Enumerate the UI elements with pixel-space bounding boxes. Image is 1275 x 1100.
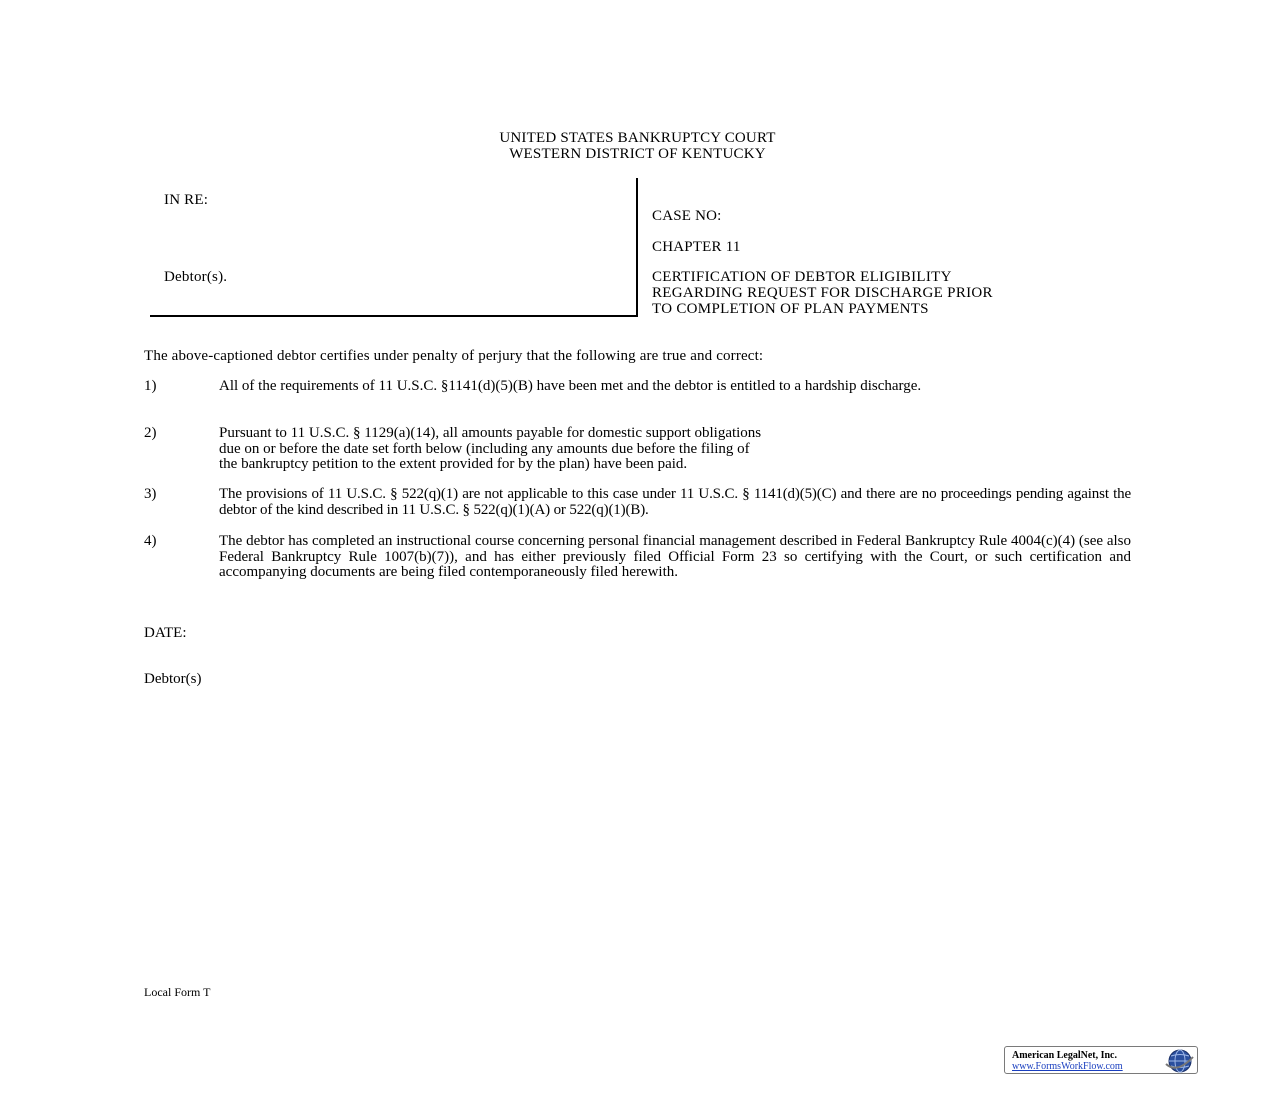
court-district: WESTERN DISTRICT OF KENTUCKY: [509, 145, 766, 162]
chapter-label: CHAPTER 11: [652, 239, 741, 255]
publisher-name: American LegalNet, Inc.: [1012, 1050, 1117, 1061]
item-text-line: due on or before the date set forth below (including any amounts due before the filing of: [219, 440, 750, 457]
item-number: 4): [144, 533, 157, 549]
caption-vertical-divider: [636, 178, 638, 316]
item-text: [219, 426, 1131, 473]
item-text: All of the requirements of 11 U.S.C. §1141(d)(5)(B) have been met and the debtor is entitled to a hardship discharge.: [219, 378, 922, 394]
caption-horizontal-divider: [150, 315, 638, 317]
certification-item: [144, 534, 1131, 581]
certification-item: [144, 426, 1131, 473]
court-name: UNITED STATES BANKRUPTCY COURT: [499, 130, 776, 146]
court-header: [0, 131, 1275, 162]
certification-item: [144, 379, 1131, 395]
in-re-label: IN RE:: [164, 192, 209, 208]
certification-title: [652, 269, 993, 317]
item-text: The debtor has completed an instructional course concerning personal financial management described in Federal Bankruptcy Rule 4004(c)(4) (see also Federal Bankruptcy Rule 1007(b)(7)), and has either previously filed Official Form 23 so certifying with the Court, or such certification and accompanying documents are being filed contemporaneously filed herewith.: [219, 533, 1131, 580]
certification-title-line: CERTIFICATION OF DEBTOR ELIGIBILITY: [652, 269, 952, 285]
item-number: 3): [144, 486, 157, 502]
form-identifier: Local Form T: [144, 985, 211, 999]
case-number-label: CASE NO:: [652, 208, 722, 224]
item-number: 1): [144, 378, 157, 394]
date-label: DATE:: [144, 625, 187, 641]
certification-intro: The above-captioned debtor certifies under penalty of perjury that the following are true and correct:: [144, 348, 764, 364]
debtor-signature-label: Debtor(s): [144, 671, 202, 687]
globe-icon: [1163, 1048, 1195, 1074]
certification-title-line: TO COMPLETION OF PLAN PAYMENTS: [652, 301, 929, 317]
item-text-line: Pursuant to 11 U.S.C. § 1129(a)(14), all amounts payable for domestic support obligations: [219, 425, 762, 441]
item-text-line: the bankruptcy petition to the extent provided for by the plan) have been paid.: [219, 456, 688, 472]
certification-title-line: REGARDING REQUEST FOR DISCHARGE PRIOR: [652, 285, 993, 301]
item-text: The provisions of 11 U.S.C. § 522(q)(1) are not applicable to this case under 11 U.S.C. § 1141(d)(5)(C) and there are no proceedings pending against the debtor of the kind described in 11 U.S.C. § 522(q)(1)(A) or 522(q)(1)(B).: [219, 486, 1131, 518]
certification-item: [144, 487, 1131, 518]
publisher-link[interactable]: www.FormsWorkFlow.com: [1012, 1061, 1123, 1072]
item-number: 2): [144, 425, 157, 441]
debtor-caption-label: Debtor(s).: [164, 269, 228, 285]
publisher-badge: [1004, 1046, 1198, 1074]
